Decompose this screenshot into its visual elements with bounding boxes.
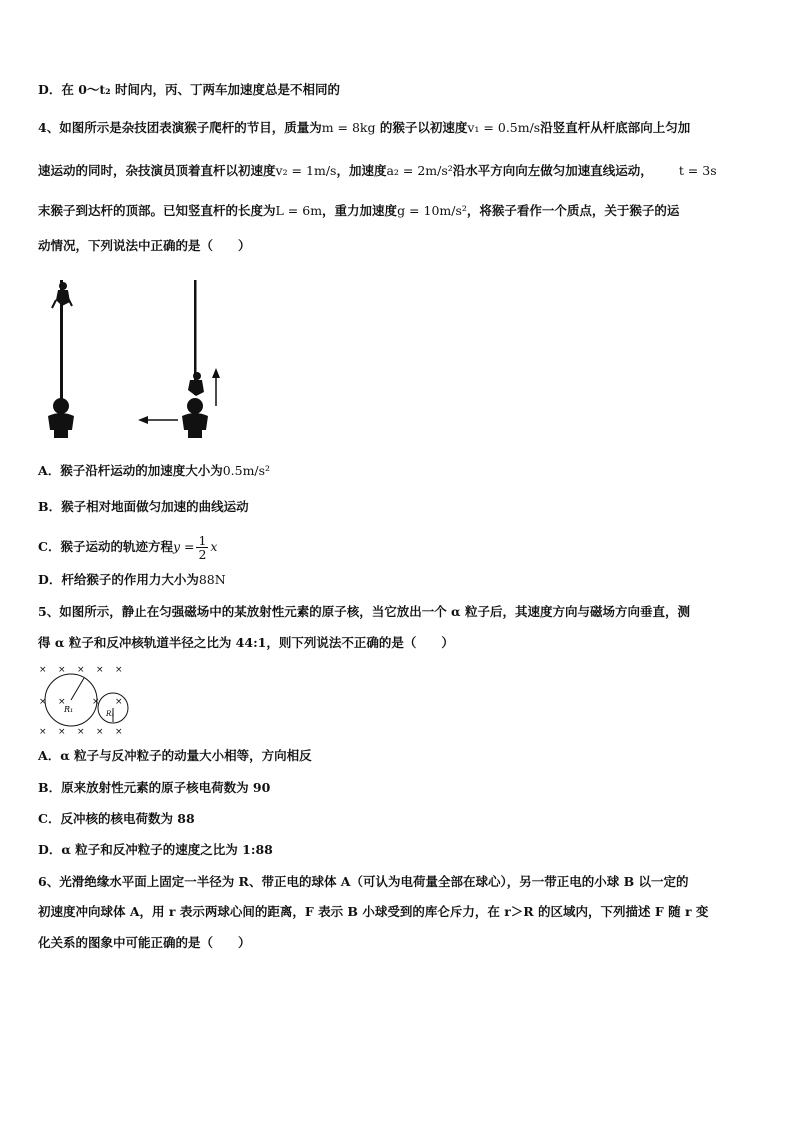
q4-text: 速运动的同时，杂技演员顶着直杆以初速度 — [38, 163, 276, 178]
q6-line-3: 化关系的图象中可能正确的是（ ） — [38, 935, 251, 950]
q4-mass: m = 8kg — [321, 120, 376, 135]
q4-v2: v₂ = 1m/s — [275, 163, 337, 178]
equation-x: x — [210, 539, 218, 554]
q4-time: t = 3s — [678, 163, 717, 178]
svg-text:×: × — [77, 665, 85, 675]
q4-v1: v₁ = 0.5m/s — [467, 120, 541, 135]
monkey-pole-figure — [38, 268, 238, 443]
fraction-numerator: 1 — [198, 533, 207, 548]
option-text: D．杆给猴子的作用力大小为 — [38, 572, 199, 587]
q5-line-1: 5、如图所示，静止在匀强磁场中的某放射性元素的原子核，当它放出一个 α 粒子后，其速度方向与磁场方向垂直，测 — [38, 604, 691, 619]
left-arrow-icon — [138, 416, 178, 424]
q4-line-4: 动情况，下列说法中正确的是（ ） — [38, 238, 251, 253]
scene-initial — [48, 280, 74, 438]
svg-text:×: × — [39, 697, 47, 707]
svg-text:×: × — [92, 697, 100, 707]
q4-text: 4、如图所示是杂技团表演猴子爬杆的节目，质量为 — [38, 120, 322, 135]
q4-text: 沿水平方向向左做匀加速直线运动， — [452, 163, 653, 178]
q6-line-2: 初速度冲向球体 A，用 r 表示两球心间的距离，F 表示 B 小球受到的库仑斥力，在 r＞R 的区域内，下列描述 F 随 r 变 — [38, 904, 709, 919]
svg-text:×: × — [58, 665, 66, 675]
q6-line-1: 6、光滑绝缘水平面上固定一半径为 R、带正电的球体 A（可认为电荷量全部在球心），另一带正电的小球 B 以一定的 — [38, 874, 689, 889]
q5-option-c: C．反冲核的核电荷数为 88 — [38, 811, 195, 826]
radius-r1 — [71, 678, 84, 700]
svg-text:×: × — [58, 697, 66, 707]
svg-text:×: × — [58, 727, 66, 737]
q3-option-d: D．在 0～t₂ 时间内，丙、丁两车加速度总是不相同的 — [38, 82, 340, 97]
svg-text:×: × — [115, 727, 123, 737]
r2-label: R₂ — [106, 710, 115, 718]
q4-text: 末猴子到达杆的顶部。已知竖直杆的长度为 — [38, 203, 276, 218]
svg-text:×: × — [39, 665, 47, 675]
option-text: C．猴子运动的轨迹方程 — [38, 539, 173, 554]
fraction — [196, 534, 208, 561]
svg-text:×: × — [115, 697, 123, 707]
fraction-denominator: 2 — [198, 547, 207, 562]
option-text: A．猴子沿杆运动的加速度大小为 — [38, 463, 223, 478]
monkey-icon — [188, 372, 204, 396]
svg-text:×: × — [96, 727, 104, 737]
scene-moving — [138, 280, 220, 438]
q5-option-a: A．α 粒子与反冲粒子的动量大小相等，方向相反 — [38, 748, 312, 763]
q4-text: ，加速度 — [336, 163, 387, 178]
q4-option-a — [38, 461, 270, 481]
q4-length: L = 6m — [275, 203, 323, 218]
performer-icon — [182, 398, 208, 438]
q4-text: ，将猴子看作一个质点，关于猴子的运 — [466, 203, 680, 218]
r1-label: R₁ — [64, 705, 74, 714]
q4-option-d — [38, 570, 226, 590]
q4-option-c — [38, 534, 217, 561]
option-math: 88N — [198, 572, 226, 587]
option-math: 0.5m/s² — [222, 463, 271, 478]
performer-icon — [48, 398, 74, 438]
q5-line-2: 得 α 粒子和反冲核轨道半径之比为 44:1，则下列说法不正确的是（ ） — [38, 635, 454, 650]
equation-lhs: y = — [172, 539, 195, 554]
svg-text:×: × — [115, 665, 123, 675]
q4-gravity: g = 10m/s² — [397, 203, 467, 218]
q4-line-3 — [38, 201, 679, 221]
q4-text: 沿竖直杆从杆底部向上匀加 — [540, 120, 691, 135]
q4-option-b: B．猴子相对地面做匀加速的曲线运动 — [38, 499, 249, 514]
monkey-icon — [52, 282, 72, 308]
up-arrow-icon — [212, 368, 220, 406]
q4-line-2 — [38, 161, 717, 181]
q5-option-b: B．原来放射性元素的原子核电荷数为 90 — [38, 780, 271, 795]
q4-text: 的猴子以初速度 — [375, 120, 468, 135]
svg-text:×: × — [77, 727, 85, 737]
svg-text:×: × — [39, 727, 47, 737]
q4-a2: a₂ = 2m/s² — [386, 163, 453, 178]
magnetic-field-figure — [36, 660, 136, 738]
q5-option-d: D．α 粒子和反冲粒子的速度之比为 1:88 — [38, 842, 273, 857]
q4-text: ，重力加速度 — [322, 203, 398, 218]
svg-text:×: × — [96, 665, 104, 675]
q4-line-1 — [38, 118, 690, 138]
